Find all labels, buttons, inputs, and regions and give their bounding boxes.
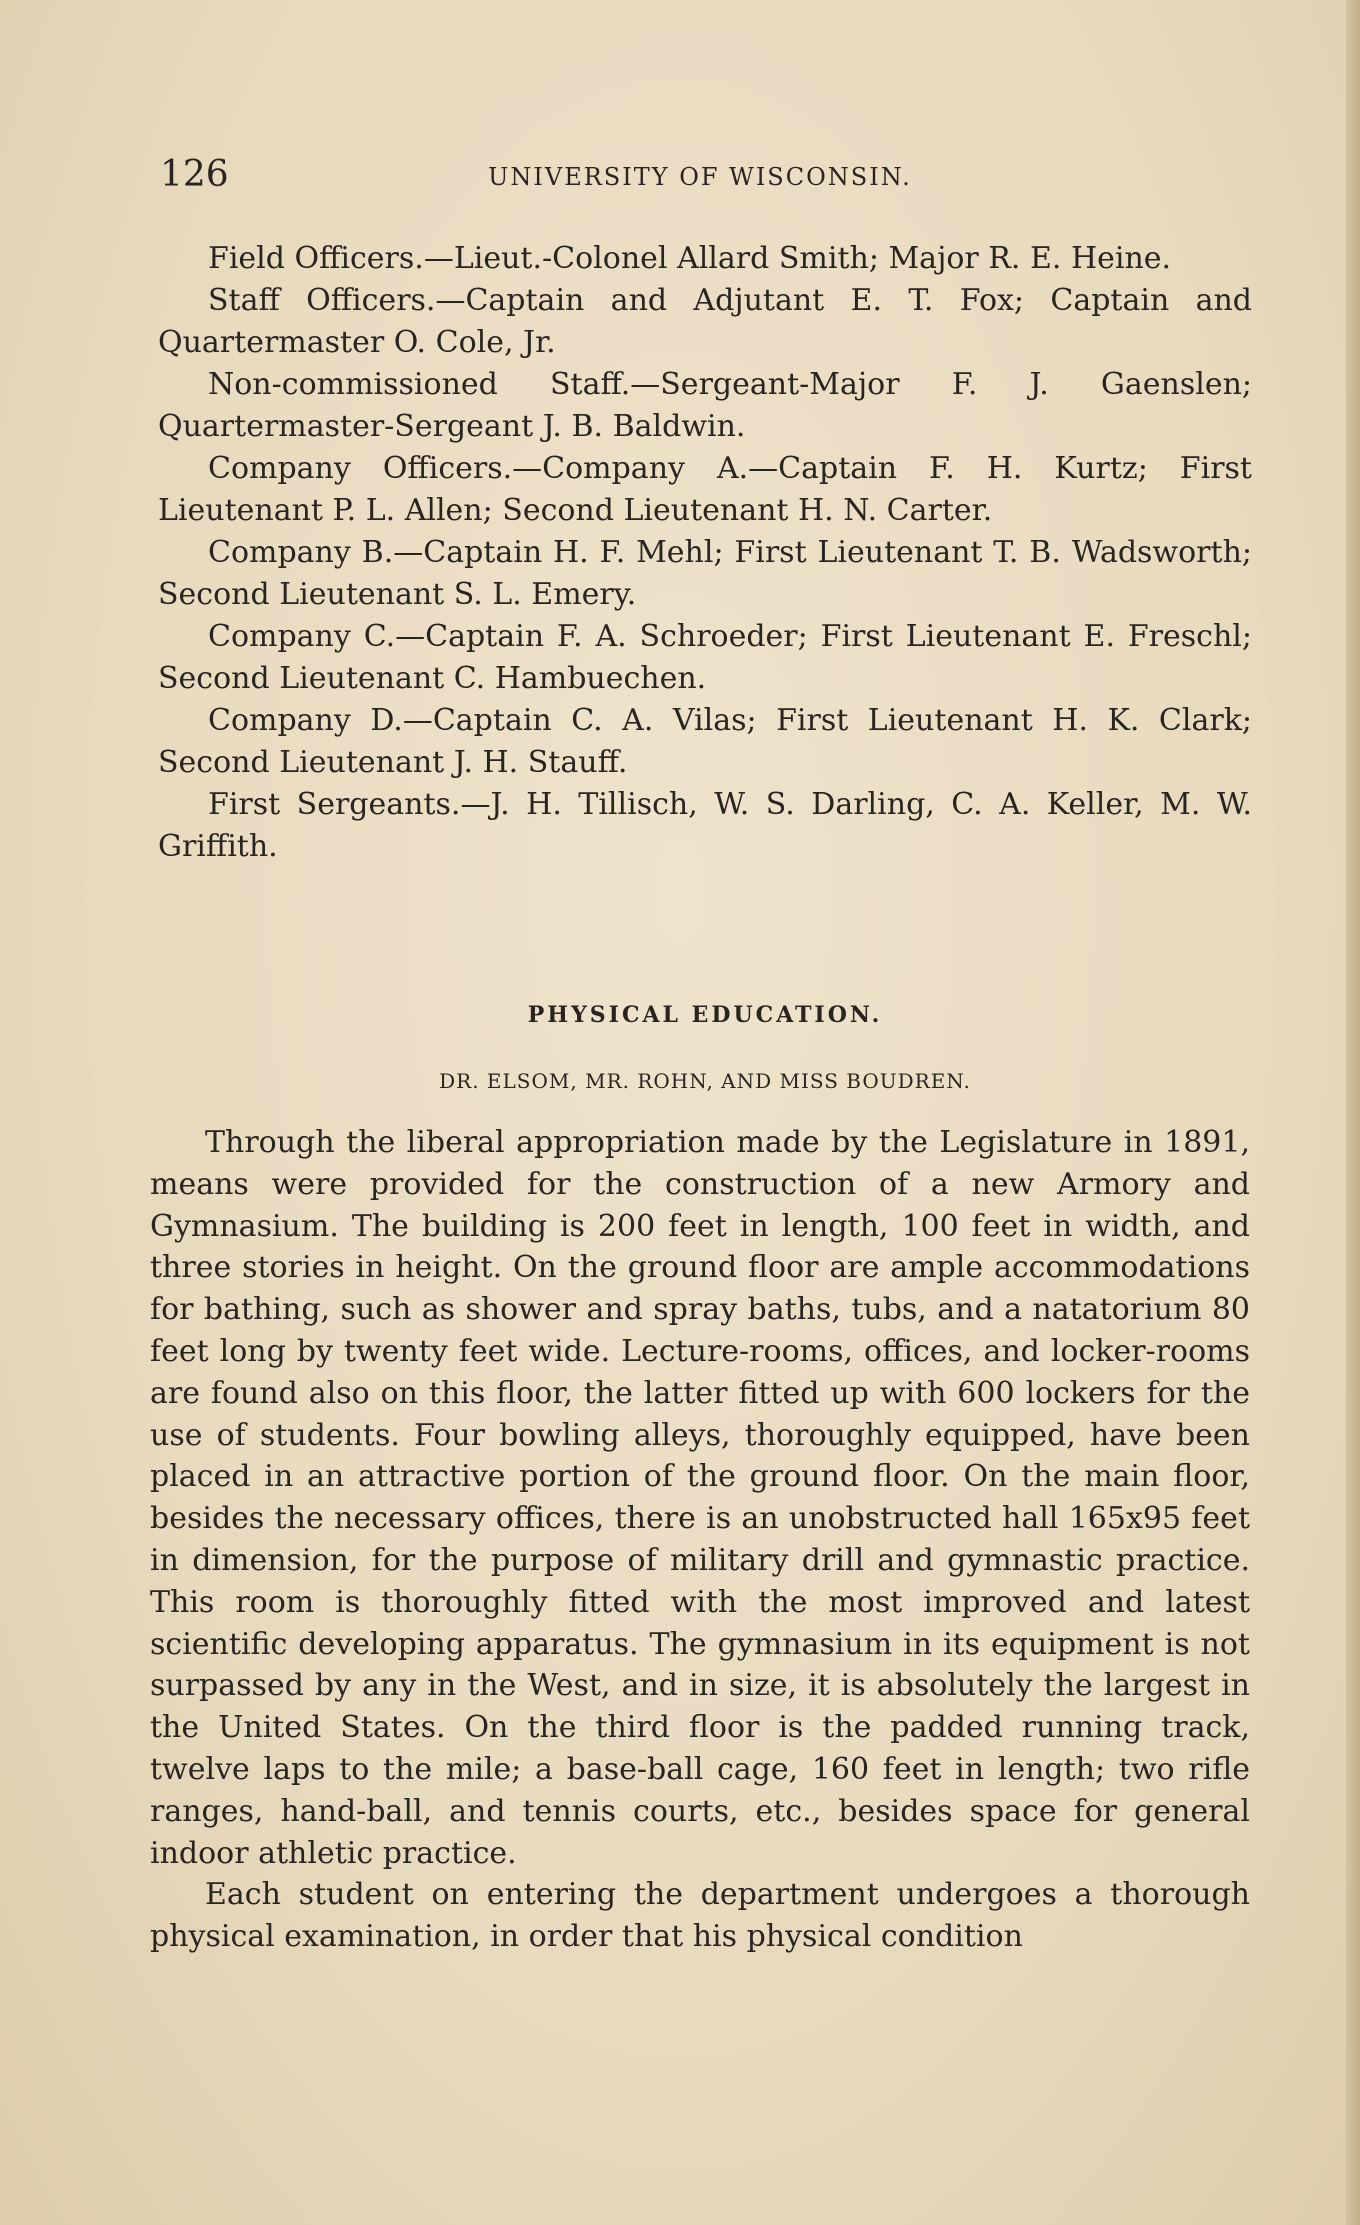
officers-paragraph: Staff Officers.—Captain and Adjutant E. T. Fox; Captain and Quartermaster O. Cole, Jr.: [158, 283, 1252, 360]
officers-paragraph: Field Officers.—Lieut.-Colonel Allard Smith; Major R. E. Heine.: [208, 241, 1172, 276]
running-head: UNIVERSITY OF WISCONSIN.: [488, 163, 912, 191]
page-header: [160, 150, 1240, 200]
officers-paragraph: First Sergeants.—J. H. Tillisch, W. S. Darling, C. A. Keller, M. W. Griffith.: [158, 787, 1252, 864]
officers-paragraph: Company Officers.—Company A.—Captain F. H. Kurtz; First Lieutenant P. L. Allen; Second Lieutenant H. N. Carter.: [158, 451, 1252, 528]
body-paragraph: Through the liberal appropriation made by the Legislature in 1891, means were provided for the construction of a new Armory and Gymnasium. The building is 200 feet in length, 100 feet in width, and three stories in height. On the ground floor are ample accommodations for bathing, such as shower and spray baths, tubs, and a natatorium 80 feet long by twenty feet wide. Lecture-rooms, offices, and locker-rooms are found also on this floor, the latter fitted up with 600 lockers for the use of students. Four bowling alleys, thoroughly equipped, have been placed in an attractive portion of the ground floor. On the main floor, besides the necessary offices, there is an unobstructed hall 165x95 feet in dimension, for the purpose of military drill and gymnastic practice. This room is thoroughly fitted with the most improved and latest scientific developing apparatus. The gymnasium in its equipment is not surpassed by any in the West, and in size, it is absolutely the largest in the United States. On the third floor is the padded running track, twelve laps to the mile; a base-ball cage, 160 feet in length; two rifle ranges, hand-ball, and tennis courts, etc., besides space for general indoor athletic practice.: [150, 1125, 1250, 1871]
body-paragraph: Each student on entering the department undergoes a thorough physical examination, in order that his physical condition: [150, 1877, 1250, 1955]
officers-paragraph: Non-commissioned Staff.—Sergeant-Major F. J. Gaenslen; Quartermaster-Sergeant J. B. Baldwin.: [158, 367, 1252, 444]
page-edge: [1346, 0, 1360, 2225]
section-subtitle: DR. ELSOM, MR. ROHN, AND MISS BOUDREN.: [439, 1069, 971, 1093]
physical-education-text: [150, 1122, 1250, 1958]
officers-list: [158, 238, 1252, 868]
section-title: PHYSICAL EDUCATION.: [527, 1002, 883, 1028]
officers-paragraph: Company C.—Captain F. A. Schroeder; First Lieutenant E. Freschl; Second Lieutenant C. Hambuechen.: [158, 619, 1252, 696]
officers-paragraph: Company D.—Captain C. A. Vilas; First Lieutenant H. K. Clark; Second Lieutenant J. H. Stauff.: [158, 703, 1252, 780]
page-number: 126: [160, 154, 229, 195]
officers-paragraph: Company B.—Captain H. F. Mehl; First Lieutenant T. B. Wadsworth; Second Lieutenant S. L. Emery.: [158, 535, 1252, 612]
